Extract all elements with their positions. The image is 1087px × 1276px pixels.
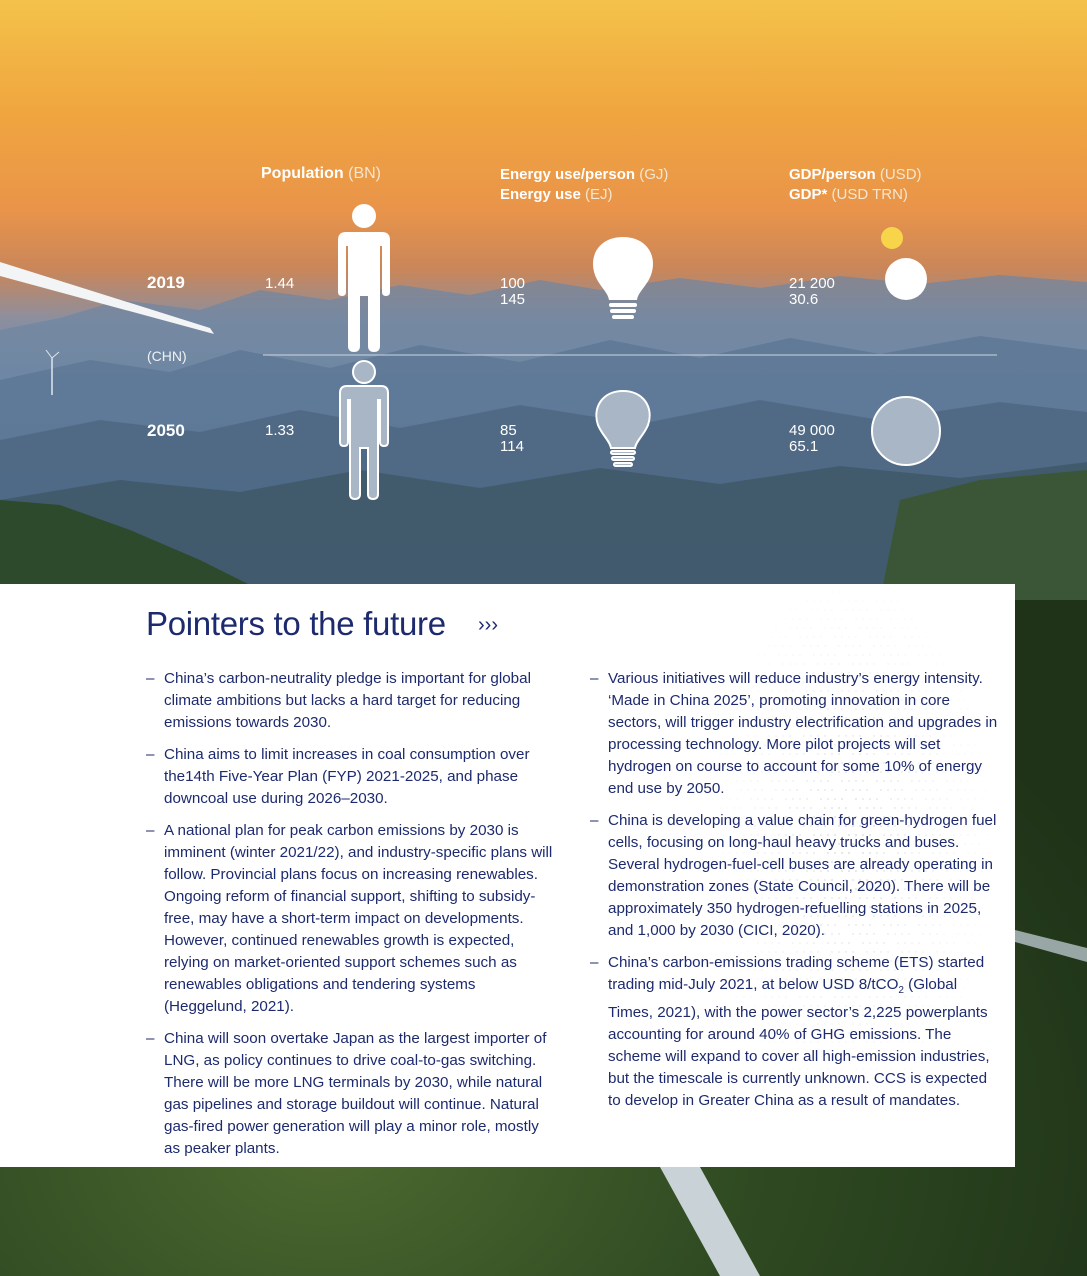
bullet-item bbox=[146, 668, 556, 734]
year-2050: 2050 bbox=[147, 421, 185, 440]
energy-per-person-2050: 85 bbox=[500, 422, 517, 439]
dash-marker: – bbox=[590, 812, 599, 829]
gdp-per-person-2050: 49 000 bbox=[789, 422, 835, 439]
dash-marker: – bbox=[146, 670, 155, 687]
population-unit: (BN) bbox=[348, 165, 381, 182]
sun-icon bbox=[881, 227, 903, 249]
year-2019: 2019 bbox=[147, 273, 185, 292]
gdp-per-person-label: GDP/person bbox=[789, 166, 876, 183]
gdp-header bbox=[789, 165, 922, 205]
gdp-per-person-2019: 21 200 bbox=[789, 275, 835, 292]
energy-use-2050: 114 bbox=[500, 438, 524, 455]
energy-per-person-unit: (GJ) bbox=[639, 166, 669, 183]
bullet-item bbox=[146, 744, 556, 810]
bullet-text: A national plan for peak carbon emissions by 2030 is imminent (winter 2021/22), and industry-specific plans will follow. Provincial plans focus on increasing renewables. Ongoing reform of financial support, shifting to subsidy-free, may have a short-term impact on developments. However, continued renewables growth is expected, relying on market-oriented support schemes such as renewables obligations and tendering systems (Heggelund, 2021). bbox=[164, 822, 553, 1015]
energy-use-2019: 145 bbox=[500, 291, 526, 308]
population-2050: 1.33 bbox=[265, 422, 295, 439]
energy-use-label: Energy use bbox=[500, 186, 581, 203]
dash-marker: – bbox=[590, 954, 599, 971]
gdp-label: GDP* bbox=[789, 186, 828, 203]
dash-marker: – bbox=[146, 822, 155, 839]
circle-icon bbox=[885, 258, 927, 300]
bullet-item bbox=[590, 810, 1000, 942]
energy-header bbox=[500, 165, 668, 205]
energy-use-unit: (EJ) bbox=[585, 186, 613, 203]
ets-text-end: (Global Times, 2021), with the power sector’s 2,225 powerplants accounting for around 40% of GHG emissions. The scheme will expand to cover all high-emission industries, but the timescale is currently unknown. CCS is expected to develop in Greater China as a result of mandates. bbox=[608, 976, 990, 1110]
energy-per-person-label: Energy use/person bbox=[500, 166, 636, 183]
population-label: Population bbox=[261, 165, 344, 182]
dash-marker: – bbox=[146, 1030, 155, 1047]
region-label: (CHN) bbox=[147, 348, 187, 364]
population-header bbox=[261, 166, 381, 182]
arrows-icon: ››› bbox=[478, 614, 498, 636]
dash-marker: – bbox=[590, 670, 599, 687]
bullet-item bbox=[590, 668, 1000, 800]
right-column bbox=[590, 668, 1000, 1122]
bullet-text: China’s carbon-neutrality pledge is important for global climate ambitions but lacks a hard target for reducing emissions towards 2030. bbox=[164, 670, 531, 731]
left-column bbox=[146, 668, 556, 1170]
bullet-text: China will soon overtake Japan as the largest importer of LNG, as policy continues to drive coal-to-gas switching. There will be more LNG terminals by 2030, while natural gas pipelines and storage buildout will continue. Natural gas-fired power generation will play a minor role, mostly as peaker plants. bbox=[164, 1030, 547, 1157]
ets-text-start: China’s carbon-emissions trading scheme (ETS) started trading mid-July 2021, at below USD 8/tCO bbox=[608, 954, 985, 993]
co2-subscript: 2 bbox=[898, 985, 904, 997]
bullet-item bbox=[146, 1028, 556, 1160]
bullet-item bbox=[590, 952, 1000, 1112]
energy-per-person-2019: 100 bbox=[500, 275, 526, 292]
bullet-text: Various initiatives will reduce industry’s energy intensity. ‘Made in China 2025’, promoting innovation in core sectors, will trigger industry electrification and upgrades in processing technology. More pilot projects will set hydrogen on course to account for some 10% of energy end use by 2050. bbox=[608, 670, 998, 797]
gdp-unit: (USD TRN) bbox=[831, 186, 908, 203]
bullet-text: China is developing a value chain for green-hydrogen fuel cells, focusing on long-haul heavy trucks and buses. Several hydrogen-fuel-cell buses are already operating in demonstration zones (State Council, 2020). There will be approximately 350 hydrogen-refuelling stations in 2025, and 1,000 by 2030 (CICI, 2020). bbox=[608, 812, 997, 939]
circle-icon bbox=[872, 397, 940, 465]
population-2019: 1.44 bbox=[265, 275, 295, 292]
bullet-item bbox=[146, 820, 556, 1018]
dash-marker: – bbox=[146, 746, 155, 763]
bullet-text: China aims to limit increases in coal consumption over the14th Five-Year Plan (FYP) 2021-2025, and phase downcoal use during 2026–2030. bbox=[164, 746, 530, 807]
section-title: Pointers to the future bbox=[146, 605, 446, 642]
gdp-per-person-unit: (USD) bbox=[879, 166, 922, 183]
bullet-text bbox=[608, 954, 990, 1109]
gdp-2019: 30.6 bbox=[789, 291, 819, 308]
gdp-2050: 65.1 bbox=[789, 438, 819, 455]
